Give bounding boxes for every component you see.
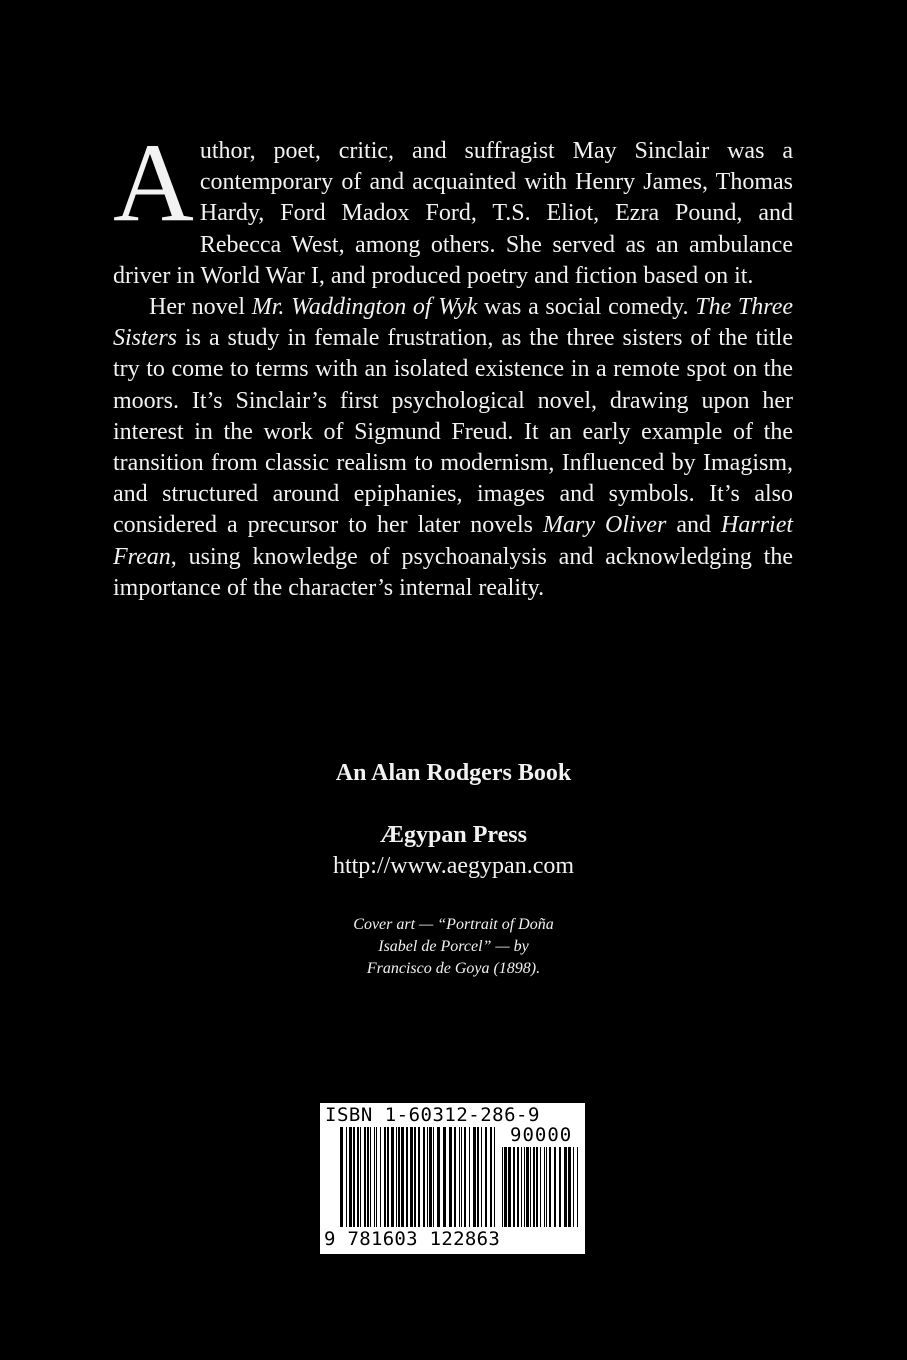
blurb-p2-text-b: was a social comedy. bbox=[477, 294, 696, 321]
barcode-bar bbox=[461, 1127, 462, 1227]
blurb-p2-text-e: , using knowledge of psychoanalysis and acknowledging the importance of the character’s internal reality. bbox=[113, 543, 793, 601]
barcode-bar bbox=[469, 1127, 470, 1227]
cover-art-credit bbox=[0, 914, 907, 980]
barcode-bar bbox=[464, 1127, 466, 1227]
publisher-url: http://www.aegypan.com bbox=[332, 853, 575, 879]
barcode-bar bbox=[577, 1147, 578, 1227]
barcode-bar bbox=[530, 1147, 531, 1227]
addon-bars bbox=[502, 1147, 580, 1227]
barcode-bar bbox=[546, 1147, 547, 1227]
barcode-bar bbox=[526, 1147, 529, 1227]
barcode-addon-digits: 90000 bbox=[510, 1124, 573, 1146]
barcode-bar bbox=[490, 1127, 492, 1227]
book-title-mr-waddington: Mr. Waddington of Wyk bbox=[251, 294, 478, 321]
barcode-bar bbox=[502, 1147, 503, 1227]
barcode-bar bbox=[504, 1147, 507, 1227]
barcode-bar bbox=[367, 1127, 369, 1227]
barcode-bar bbox=[387, 1127, 389, 1227]
credit-line-3: Francisco de Goya (1898). bbox=[366, 960, 541, 977]
blurb-p2-text-c: is a study in female frustration, as the three sisters of the title try to come to terms with an isolated existence in a remote spot on the moors. It’s Sinclair’s first psychological novel, drawing upon her interest in the work of Sigmund Freud. It an early example of the transition from classic realism to modernism, Influenced by Imagism, and structured around epiphanies, images and symbols. It’s also considered a precursor to her later novels bbox=[113, 325, 793, 539]
barcode-bar bbox=[349, 1127, 352, 1227]
barcode-bar bbox=[406, 1127, 408, 1227]
barcode-bar bbox=[473, 1127, 476, 1227]
blurb-paragraph-1 bbox=[113, 121, 793, 292]
barcode-bar bbox=[549, 1147, 551, 1227]
series-line: An Alan Rodgers Book bbox=[335, 760, 572, 786]
barcode-bar bbox=[573, 1147, 574, 1227]
barcode-bar bbox=[508, 1147, 511, 1227]
blurb-p2-text-d: and bbox=[666, 512, 722, 539]
barcode-bar bbox=[517, 1147, 519, 1227]
barcode-bar bbox=[410, 1127, 413, 1227]
barcode-bar bbox=[454, 1127, 456, 1227]
barcode-bar bbox=[437, 1127, 440, 1227]
barcode-bar bbox=[536, 1147, 538, 1227]
blurb-p1-text: uthor, poet, critic, and suffragist May Sinclair was a contemporary of and acquainted with Henry James, Thomas Hardy, Ford Madox Ford, T.S. Eliot, Ezra Pound, and Rebecca West, among others. She served as an ambulance driver in World War I, and produced poetry and fiction based on it. bbox=[113, 138, 793, 289]
back-cover-blurb bbox=[113, 121, 794, 604]
barcode-bar bbox=[443, 1127, 446, 1227]
ean-digits: 9 781603 122863 bbox=[324, 1228, 501, 1250]
barcode-bar bbox=[459, 1127, 460, 1227]
barcode-bar bbox=[376, 1127, 377, 1227]
isbn-label: ISBN 1-60312-286-9 bbox=[325, 1104, 540, 1126]
barcode-bar bbox=[360, 1127, 361, 1227]
barcode-bar bbox=[427, 1127, 428, 1227]
book-title-harriet-frean: Harriet Frean bbox=[113, 512, 794, 570]
barcode-bar bbox=[414, 1127, 416, 1227]
drop-cap: A bbox=[113, 121, 194, 245]
barcode-bar bbox=[353, 1127, 355, 1227]
barcode-bar bbox=[374, 1127, 375, 1227]
barcode-bar bbox=[544, 1147, 545, 1227]
barcode-bar bbox=[564, 1147, 567, 1227]
blurb-p2-text-a: Her novel bbox=[149, 294, 252, 321]
barcode-bar bbox=[533, 1147, 535, 1227]
credit-line-2: Isabel de Porcel” — by bbox=[378, 938, 529, 955]
barcode-bar bbox=[401, 1127, 404, 1227]
ean-bars bbox=[340, 1127, 498, 1227]
barcode-bar bbox=[380, 1127, 381, 1227]
barcode-bar bbox=[513, 1147, 515, 1227]
book-title-mary-oliver: Mary Oliver bbox=[542, 512, 667, 539]
barcode-bar bbox=[559, 1147, 561, 1227]
barcode-bar bbox=[398, 1127, 400, 1227]
barcode-bar bbox=[346, 1127, 347, 1227]
barcode-bar bbox=[485, 1127, 487, 1227]
barcode-bar bbox=[494, 1127, 495, 1227]
isbn-barcode bbox=[320, 1103, 585, 1254]
barcode-bar bbox=[429, 1127, 432, 1227]
barcode-bar bbox=[524, 1147, 525, 1227]
credit-line-1: Cover art — “Portrait of Doña bbox=[353, 916, 554, 933]
barcode-bar bbox=[418, 1127, 420, 1227]
publisher-name: Ægypan Press bbox=[380, 822, 527, 848]
barcode-bar bbox=[477, 1127, 479, 1227]
barcode-bar bbox=[540, 1147, 541, 1227]
barcode-bar bbox=[384, 1127, 386, 1227]
barcode-bar bbox=[433, 1127, 434, 1227]
barcode-bar bbox=[340, 1127, 343, 1227]
blurb-paragraph-2 bbox=[113, 292, 793, 604]
barcode-bar bbox=[370, 1127, 371, 1227]
barcode-bar bbox=[364, 1127, 366, 1227]
book-title-three-sisters: The Three Sisters bbox=[113, 294, 794, 352]
barcode-bar bbox=[396, 1127, 397, 1227]
barcode-bar bbox=[423, 1127, 425, 1227]
barcode-bar bbox=[357, 1127, 359, 1227]
barcode-bar bbox=[449, 1127, 452, 1227]
barcode-bar bbox=[481, 1127, 482, 1227]
barcode-bar bbox=[391, 1127, 394, 1227]
barcode-bar bbox=[568, 1147, 571, 1227]
barcode-bar bbox=[554, 1147, 556, 1227]
barcode-bar bbox=[521, 1147, 522, 1227]
